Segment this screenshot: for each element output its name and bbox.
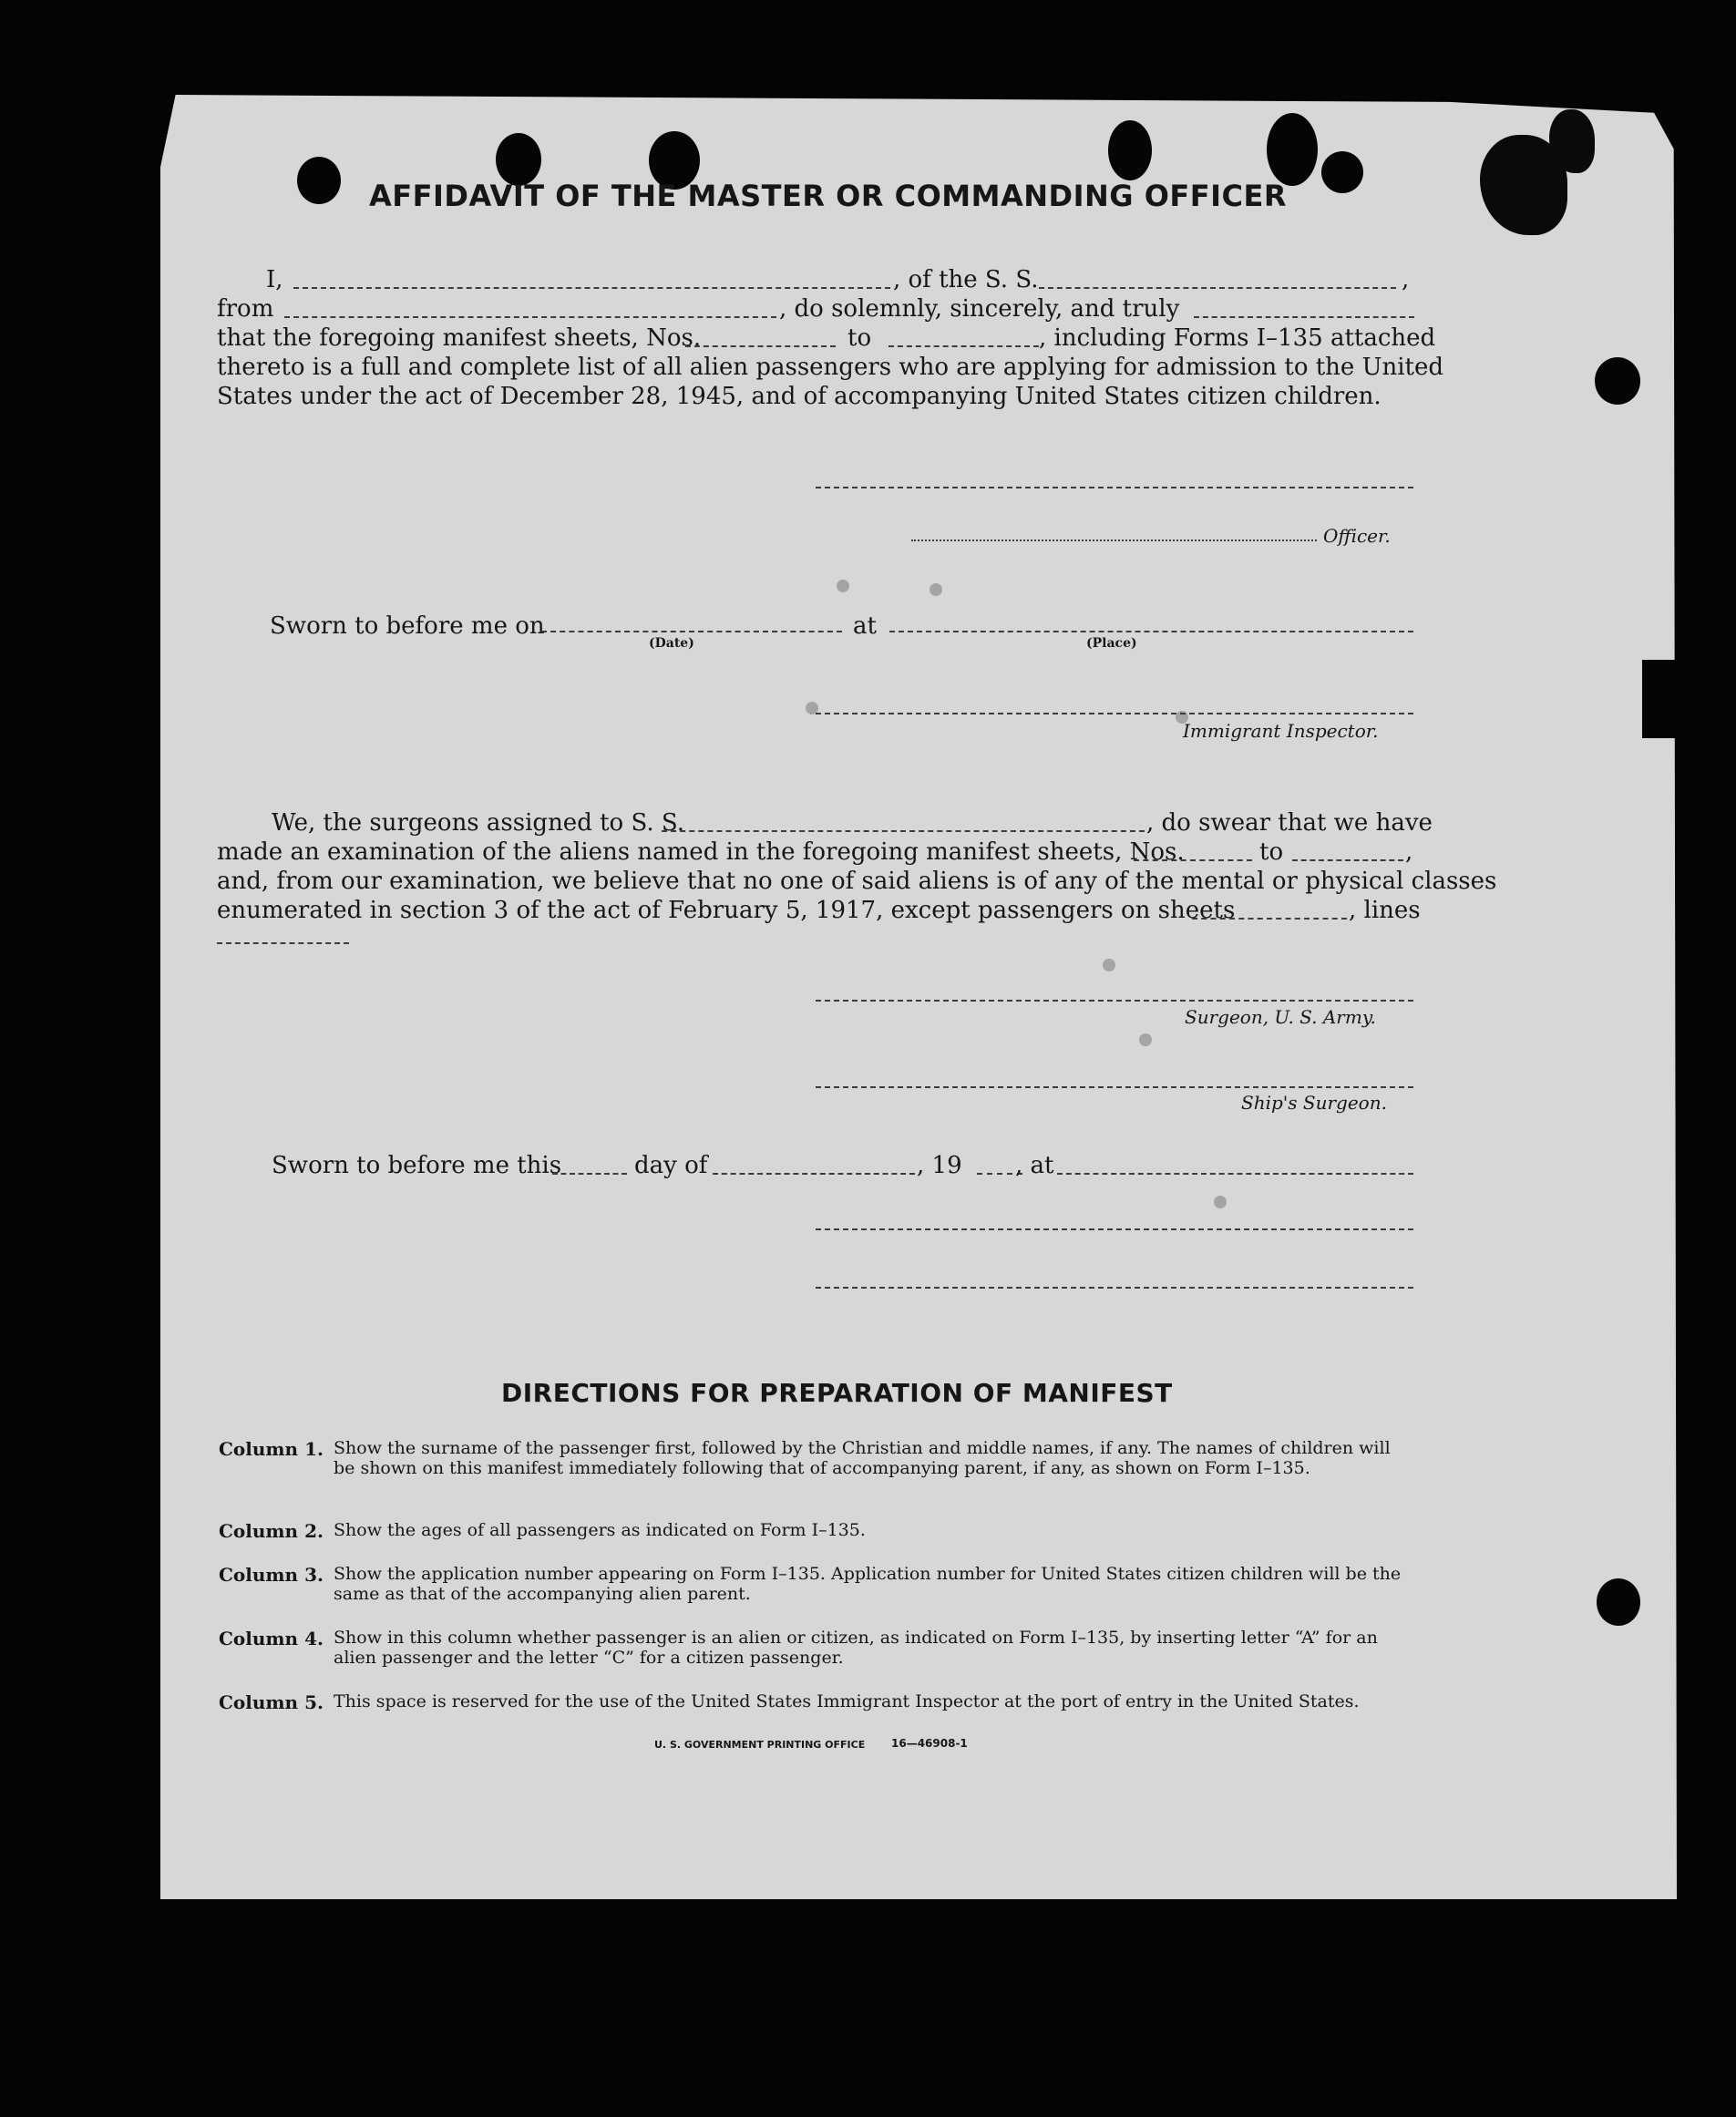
- date-caption: (Date): [649, 636, 694, 651]
- year-prefix: , 19: [917, 1152, 962, 1179]
- punch-hole: [1595, 357, 1640, 405]
- do-swear-text: , do swear that we have: [1146, 809, 1433, 837]
- column-3-name: Column 3.: [219, 1564, 324, 1586]
- blank-line: [1194, 316, 1414, 318]
- surgeon-ship-field: [662, 830, 1145, 832]
- speck: [930, 583, 942, 596]
- printer-imprint: U. S. GOVERNMENT PRINTING OFFICE: [654, 1739, 866, 1751]
- ship-surgeon-signature-line: [816, 1086, 1413, 1088]
- column-2-text: Show the ages of all passengers as indicated on Form I–135.: [334, 1520, 866, 1540]
- affiant-prefix: I,: [266, 266, 283, 293]
- line-end-comma: ,: [1402, 266, 1410, 293]
- officer-signature-line: [911, 540, 1317, 541]
- punch-hole: [1267, 113, 1318, 186]
- column-3-text: Show the application number appearing on Form I–135. Application number for United States citizen children will be the same as that of the accompanying alien parent.: [334, 1564, 1402, 1604]
- day-field: [552, 1173, 627, 1175]
- column-4-name: Column 4.: [219, 1628, 324, 1649]
- sworn-this-text: Sworn to before me this: [272, 1152, 562, 1179]
- speck: [1214, 1196, 1227, 1208]
- army-surgeon-label: Surgeon, U. S. Army.: [1185, 1006, 1376, 1028]
- column-4-text: Show in this column whether passenger is an alien or citizen, as indicated on Form I–135, by inserting letter “A” for an alien passenger and the letter “C” for a citizen passenger.: [334, 1628, 1378, 1668]
- punch-hole: [1108, 120, 1152, 180]
- except-sheets-field: [1192, 918, 1347, 920]
- sworn-on-text: Sworn to before me on: [270, 612, 545, 640]
- affiant-name-field: [293, 287, 890, 289]
- inspector-signature-line: [816, 713, 1413, 714]
- army-signature-line: [816, 1000, 1413, 1002]
- signature-line-2: [816, 1228, 1413, 1230]
- column-5-text: This space is reserved for the use of the United States Immigrant Inspector at the port of entry in the United States.: [334, 1691, 1360, 1711]
- ship-surgeon-label: Ship's Surgeon.: [1241, 1092, 1387, 1114]
- signature-line-3: [816, 1287, 1413, 1289]
- affidavit-title: AFFIDAVIT OF THE MASTER OR COMMANDING OFFICER: [369, 179, 1287, 213]
- from-text: from: [217, 295, 274, 323]
- to-text-2: to: [1259, 838, 1284, 866]
- punch-hole: [1597, 1578, 1640, 1626]
- exam-sheet-to-field: [1292, 859, 1403, 861]
- officer-label: Officer.: [1323, 525, 1391, 547]
- speck: [1139, 1033, 1152, 1046]
- at-text-2: , at: [1015, 1152, 1054, 1179]
- day-of-text: day of: [634, 1152, 708, 1179]
- form-code: 16—46908-1: [891, 1737, 968, 1750]
- manifest-sheets-text: that the foregoing manifest sheets, Nos.: [217, 324, 702, 352]
- solemnly-text: , do solemnly, sincerely, and truly: [779, 295, 1180, 323]
- signature-line: [816, 487, 1413, 488]
- speck: [837, 580, 849, 592]
- exam-sheet-from-field: [1134, 859, 1252, 861]
- month-field: [713, 1173, 915, 1175]
- comma: ,: [1405, 838, 1413, 866]
- affidavit-line4: thereto is a full and complete list of all alien passengers who are applying for admission to the United: [217, 354, 1444, 381]
- sheet-to-field: [889, 345, 1039, 347]
- column-1-text: Show the surname of the passenger first, followed by the Christian and middle names, if any. The names of children will be shown on this manifest immediately following that of accompanying parent, if any, as shown on Form I–135.: [334, 1438, 1391, 1478]
- column-2-name: Column 2.: [219, 1520, 324, 1542]
- directions-title: DIRECTIONS FOR PREPARATION OF MANIFEST: [501, 1378, 1173, 1408]
- surgeons-line3: and, from our examination, we believe that no one of said aliens is of any of the mental or physical classes: [217, 868, 1497, 895]
- forms-attached-text: , including Forms I–135 attached: [1039, 324, 1436, 352]
- to-text: to: [847, 324, 872, 352]
- lines-field: [217, 942, 349, 944]
- column-1-name: Column 1.: [219, 1438, 324, 1460]
- surgeons-line4: enumerated in section 3 of the act of February 5, 1917, except passengers on sheets: [217, 897, 1236, 924]
- sworn-place-field: [889, 631, 1413, 632]
- affidavit-line5: States under the act of December 28, 1945, and of accompanying United States citizen children.: [217, 383, 1382, 410]
- surgeons-line2: made an examination of the aliens named in the foregoing manifest sheets, Nos.: [217, 838, 1185, 866]
- of-ss-text: , of the S. S.: [893, 266, 1039, 293]
- speck: [1103, 959, 1115, 971]
- surgeons-line1: We, the surgeons assigned to S. S.: [272, 809, 685, 837]
- punch-hole: [297, 157, 341, 204]
- inspector-label: Immigrant Inspector.: [1183, 720, 1379, 742]
- column-5-name: Column 5.: [219, 1691, 324, 1713]
- edge-tear: [1642, 660, 1679, 738]
- lines-text: , lines: [1349, 897, 1421, 924]
- sworn-date-field: [541, 631, 842, 632]
- place-caption: (Place): [1086, 636, 1137, 651]
- sheet-from-field: [685, 345, 836, 347]
- from-port-field: [284, 316, 776, 318]
- ship-name-field: [1039, 287, 1396, 289]
- at-text: at: [853, 612, 877, 640]
- punch-hole: [1321, 151, 1363, 193]
- sworn-place-field-2: [1057, 1173, 1413, 1175]
